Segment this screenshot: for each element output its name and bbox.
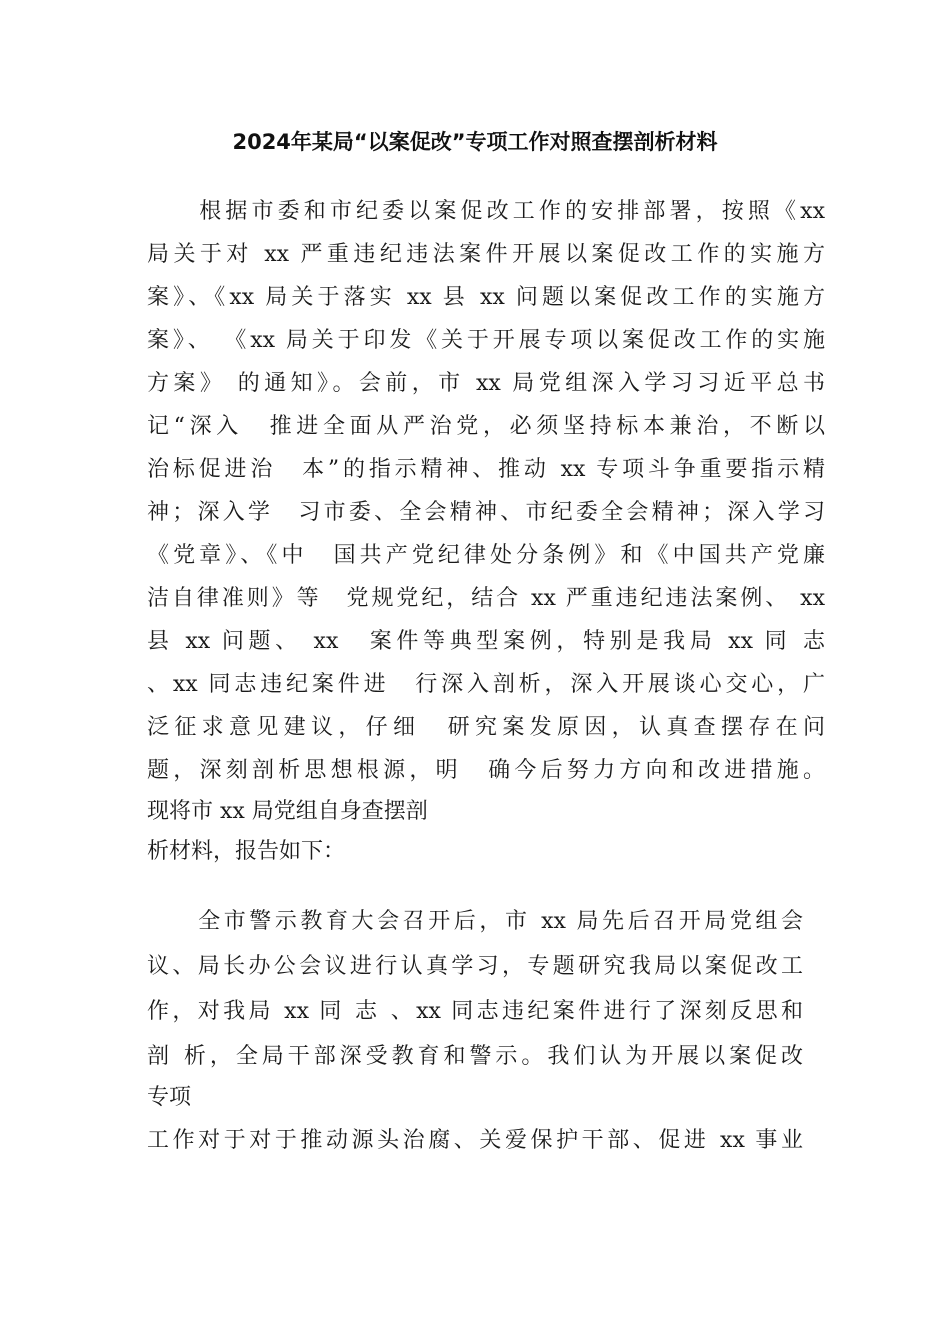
paragraph-line: 局关于对 xx 严重违纪违法案件开展以案促改工作的实施方 — [147, 242, 825, 267]
paragraph-line: 作，对我局 xx 同 志 、xx 同志违纪案件进行了深刻反思和 — [147, 999, 803, 1024]
paragraph-line: 治标促进治 本”的指示精神、推动 xx 专项斗争重要指示精 — [147, 457, 825, 482]
paragraph-line: 《党章》、《中 国共产党纪律处分条例》和《中国共产党廉 — [147, 543, 825, 568]
paragraph-line: 专项 — [147, 1085, 192, 1110]
paragraph-line: 方案》 的通知》。会前，市 xx 局党组深入学习习近平总书 — [147, 371, 825, 396]
paragraph-line: 县 xx 问题、 xx 案件等典型案例，特别是我局 xx 同 志 — [147, 629, 825, 654]
paragraph-line: 剖 析，全局干部深受教育和警示。我们认为开展以案促改 — [147, 1044, 803, 1069]
paragraph-line: 案》、《xx 局关于落实 xx 县 xx 问题以案促改工作的实施方 — [147, 285, 825, 310]
paragraph-line: 神；深入学 习市委、全会精神、市纪委全会精神；深入学习 — [147, 500, 825, 525]
paragraph-line: 全市警示教育大会召开后，市 xx 局先后召开局党组会 — [147, 909, 803, 934]
paragraph-line: 现将市 xx 局党组自身查摆剖 — [147, 799, 428, 824]
paragraph-line: 泛征求意见建议，仔细 研究案发原因，认真查摆存在问 — [147, 715, 825, 740]
paragraph-line: 题，深刻剖析思想根源，明 确今后努力方向和改进措施。 — [147, 758, 825, 783]
paragraph-line: 工作对于对于推动源头治腐、关爱保护干部、促进 xx 事业 — [147, 1128, 803, 1153]
paragraph-line: 记“深入 推进全面从严治党，必须坚持标本兼治，不断以 — [147, 414, 825, 439]
paragraph-line: 根据市委和市纪委以案促改工作的安排部署，按照《xx — [147, 199, 825, 224]
paragraph-line: 议、局长办公会议进行认真学习，专题研究我局以案促改工 — [147, 954, 803, 979]
paragraph-line: 析材料，报告如下： — [147, 839, 346, 864]
paragraph-line: 洁自律准则》等 党规党纪，结合 xx 严重违纪违法案例、 xx — [147, 586, 825, 611]
document-title: 2024年某局“以案促改”专项工作对照查摆剖析材料 — [232, 130, 718, 154]
paragraph-line: 案》、 《xx 局关于印发《关于开展专项以案促改工作的实施 — [147, 328, 825, 353]
paragraph-line: 、xx 同志违纪案件进 行深入剖析，深入开展谈心交心，广 — [147, 672, 825, 697]
